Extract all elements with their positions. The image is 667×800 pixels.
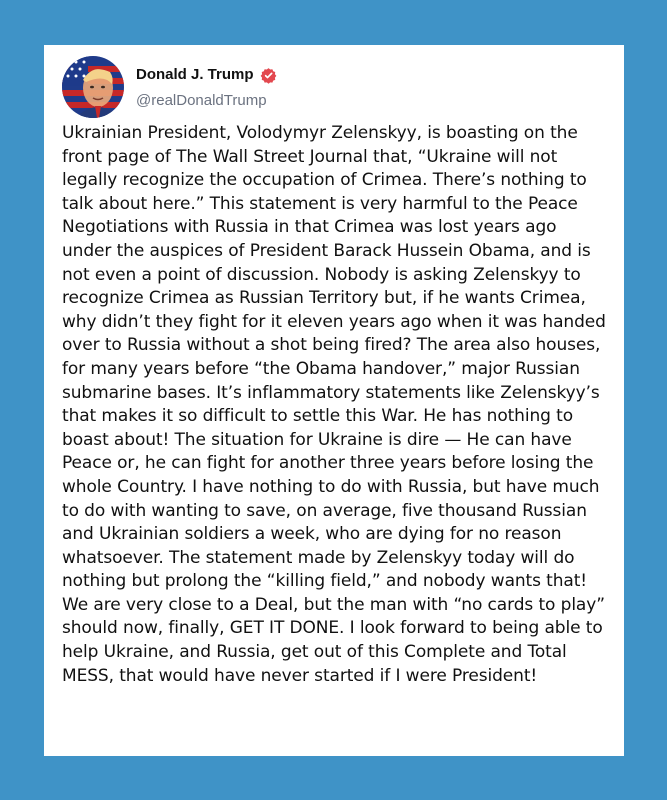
author-name-row (136, 66, 277, 84)
post-card (44, 45, 624, 756)
avatar-flag-portrait-icon (62, 56, 124, 118)
post-header (62, 56, 602, 124)
avatar[interactable] (62, 56, 124, 118)
post-body-text: Ukrainian President, Volodymyr Zelenskyy, is boasting on the front page of The Wall Street Journal that, “Ukraine will not legally recognize the occupation of Crimea. There’s nothing to talk about here.” This statement is very harmful to the Peace Negotiations with Russia in that Crimea was lost years ago under the auspices of President Barack Hussein Obama, and is not even a point of discussion. Nobody is asking Zelenskyy to recognize Crimea as Russian Territory but, if he wants Crimea, why didn’t they fight for it eleven years ago when it was handed over to Russia without a shot being fired? The area also houses, for many years before “the Obama handover,” major Russian submarine bases. It’s inflammatory statements like Zelenskyy’s that makes it so difficult to settle this War. He has nothing to boast about! The situation for Ukraine is dire — He can have Peace or, he can fight for another three years before losing the whole Country. I have nothing to do with Russia, but have much to do with wanting to save, on average, five thousand Russian and Ukrainian soldiers a week, who are dying for no reason whatsoever. The statement made by Zelenskyy today will do nothing but prolong the “killing field,” and nobody wants that! We are very close to a Deal, but the man with “no cards to play” should now, finally, GET IT DONE. I look forward to being able to help Ukraine, and Russia, get out of this Complete and Total MESS, that would have never started if I were President! (62, 123, 606, 686)
verified-badge-icon (260, 67, 277, 84)
author-handle[interactable]: @realDonaldTrump (136, 92, 267, 109)
author-display-name[interactable]: Donald J. Trump (136, 66, 254, 83)
